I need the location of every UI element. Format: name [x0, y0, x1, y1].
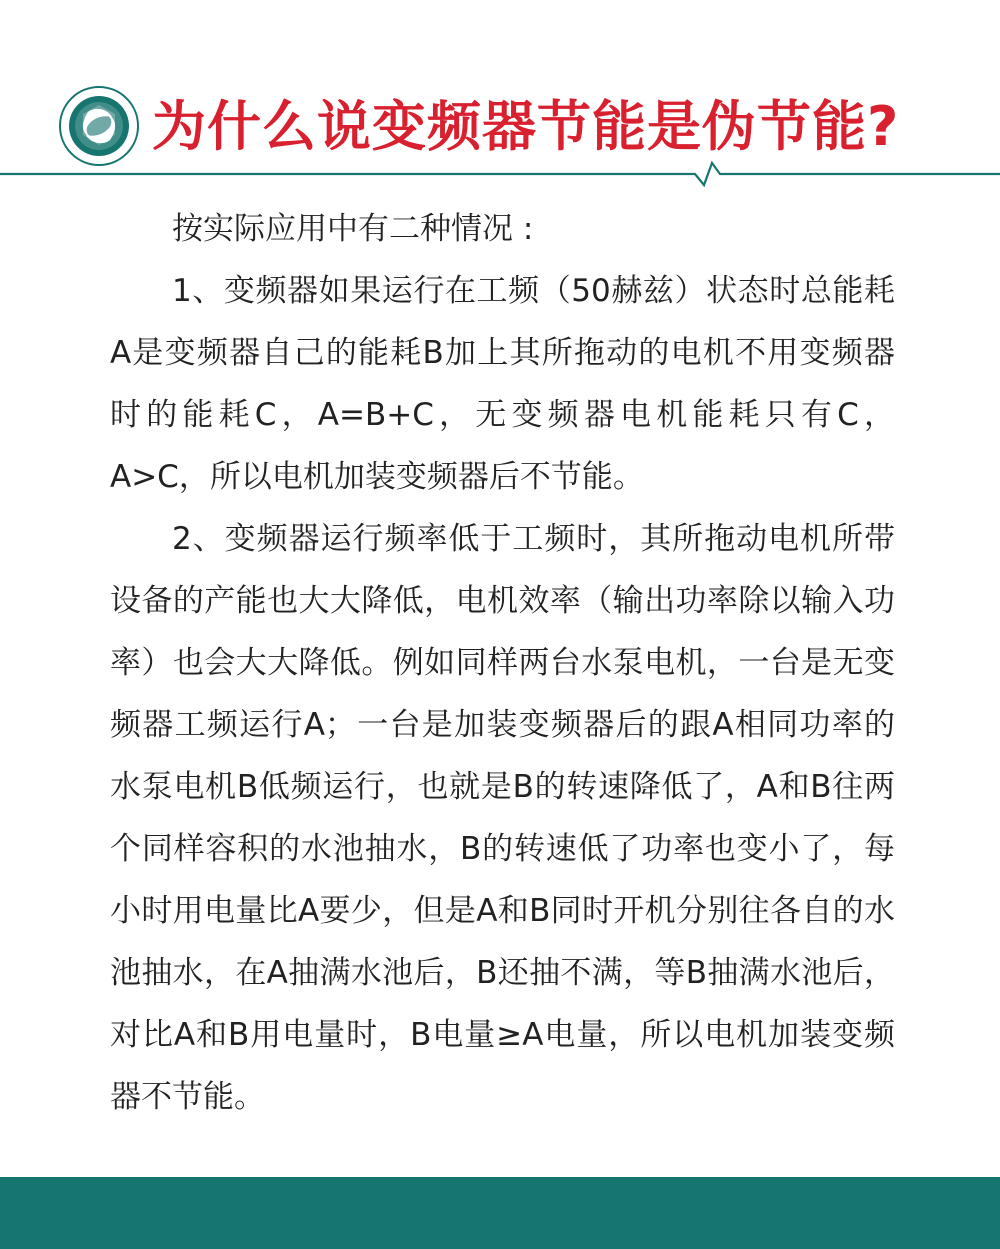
header — [0, 0, 1000, 190]
article-body — [110, 198, 895, 1128]
company-seal-icon — [58, 85, 140, 167]
case-2-paragraph: 2、变频器运行频率低于工频时，其所拖动电机所带设备的产能也大大降低，电机效率（输出功率除以输入功率）也会大大降低。例如同样两台水泵电机，一台是无变频器工频运行A；一台是加装变频器后的跟A相同功率的水泵电机B低频运行，也就是B的转速降低了，A和B往两个同样容积的水池抽水，B的转速低了功率也变小了，每小时用电量比A要少，但是A和B同时开机分别往各自的水池抽水，在A抽满水池后，B还抽不满，等B抽满水池后，对比A和B用电量时，B电量≥A电量，所以电机加装变频器不节能。 — [110, 521, 895, 1115]
case-1-paragraph: 1、变频器如果运行在工频（50赫兹）状态时总能耗A是变频器自己的能耗B加上其所拖动的电机不用变频器时的能耗C，A=B+C，无变频器电机能耗只有C，A>C，所以电机加装变频器后不节能。 — [110, 273, 895, 495]
page-title: 为什么说变频器节能是伪节能? — [152, 95, 900, 158]
intro-paragraph: 按实际应用中有二种情况 : — [172, 211, 534, 247]
header-divider — [0, 160, 1000, 190]
footer-band — [0, 1177, 1000, 1249]
